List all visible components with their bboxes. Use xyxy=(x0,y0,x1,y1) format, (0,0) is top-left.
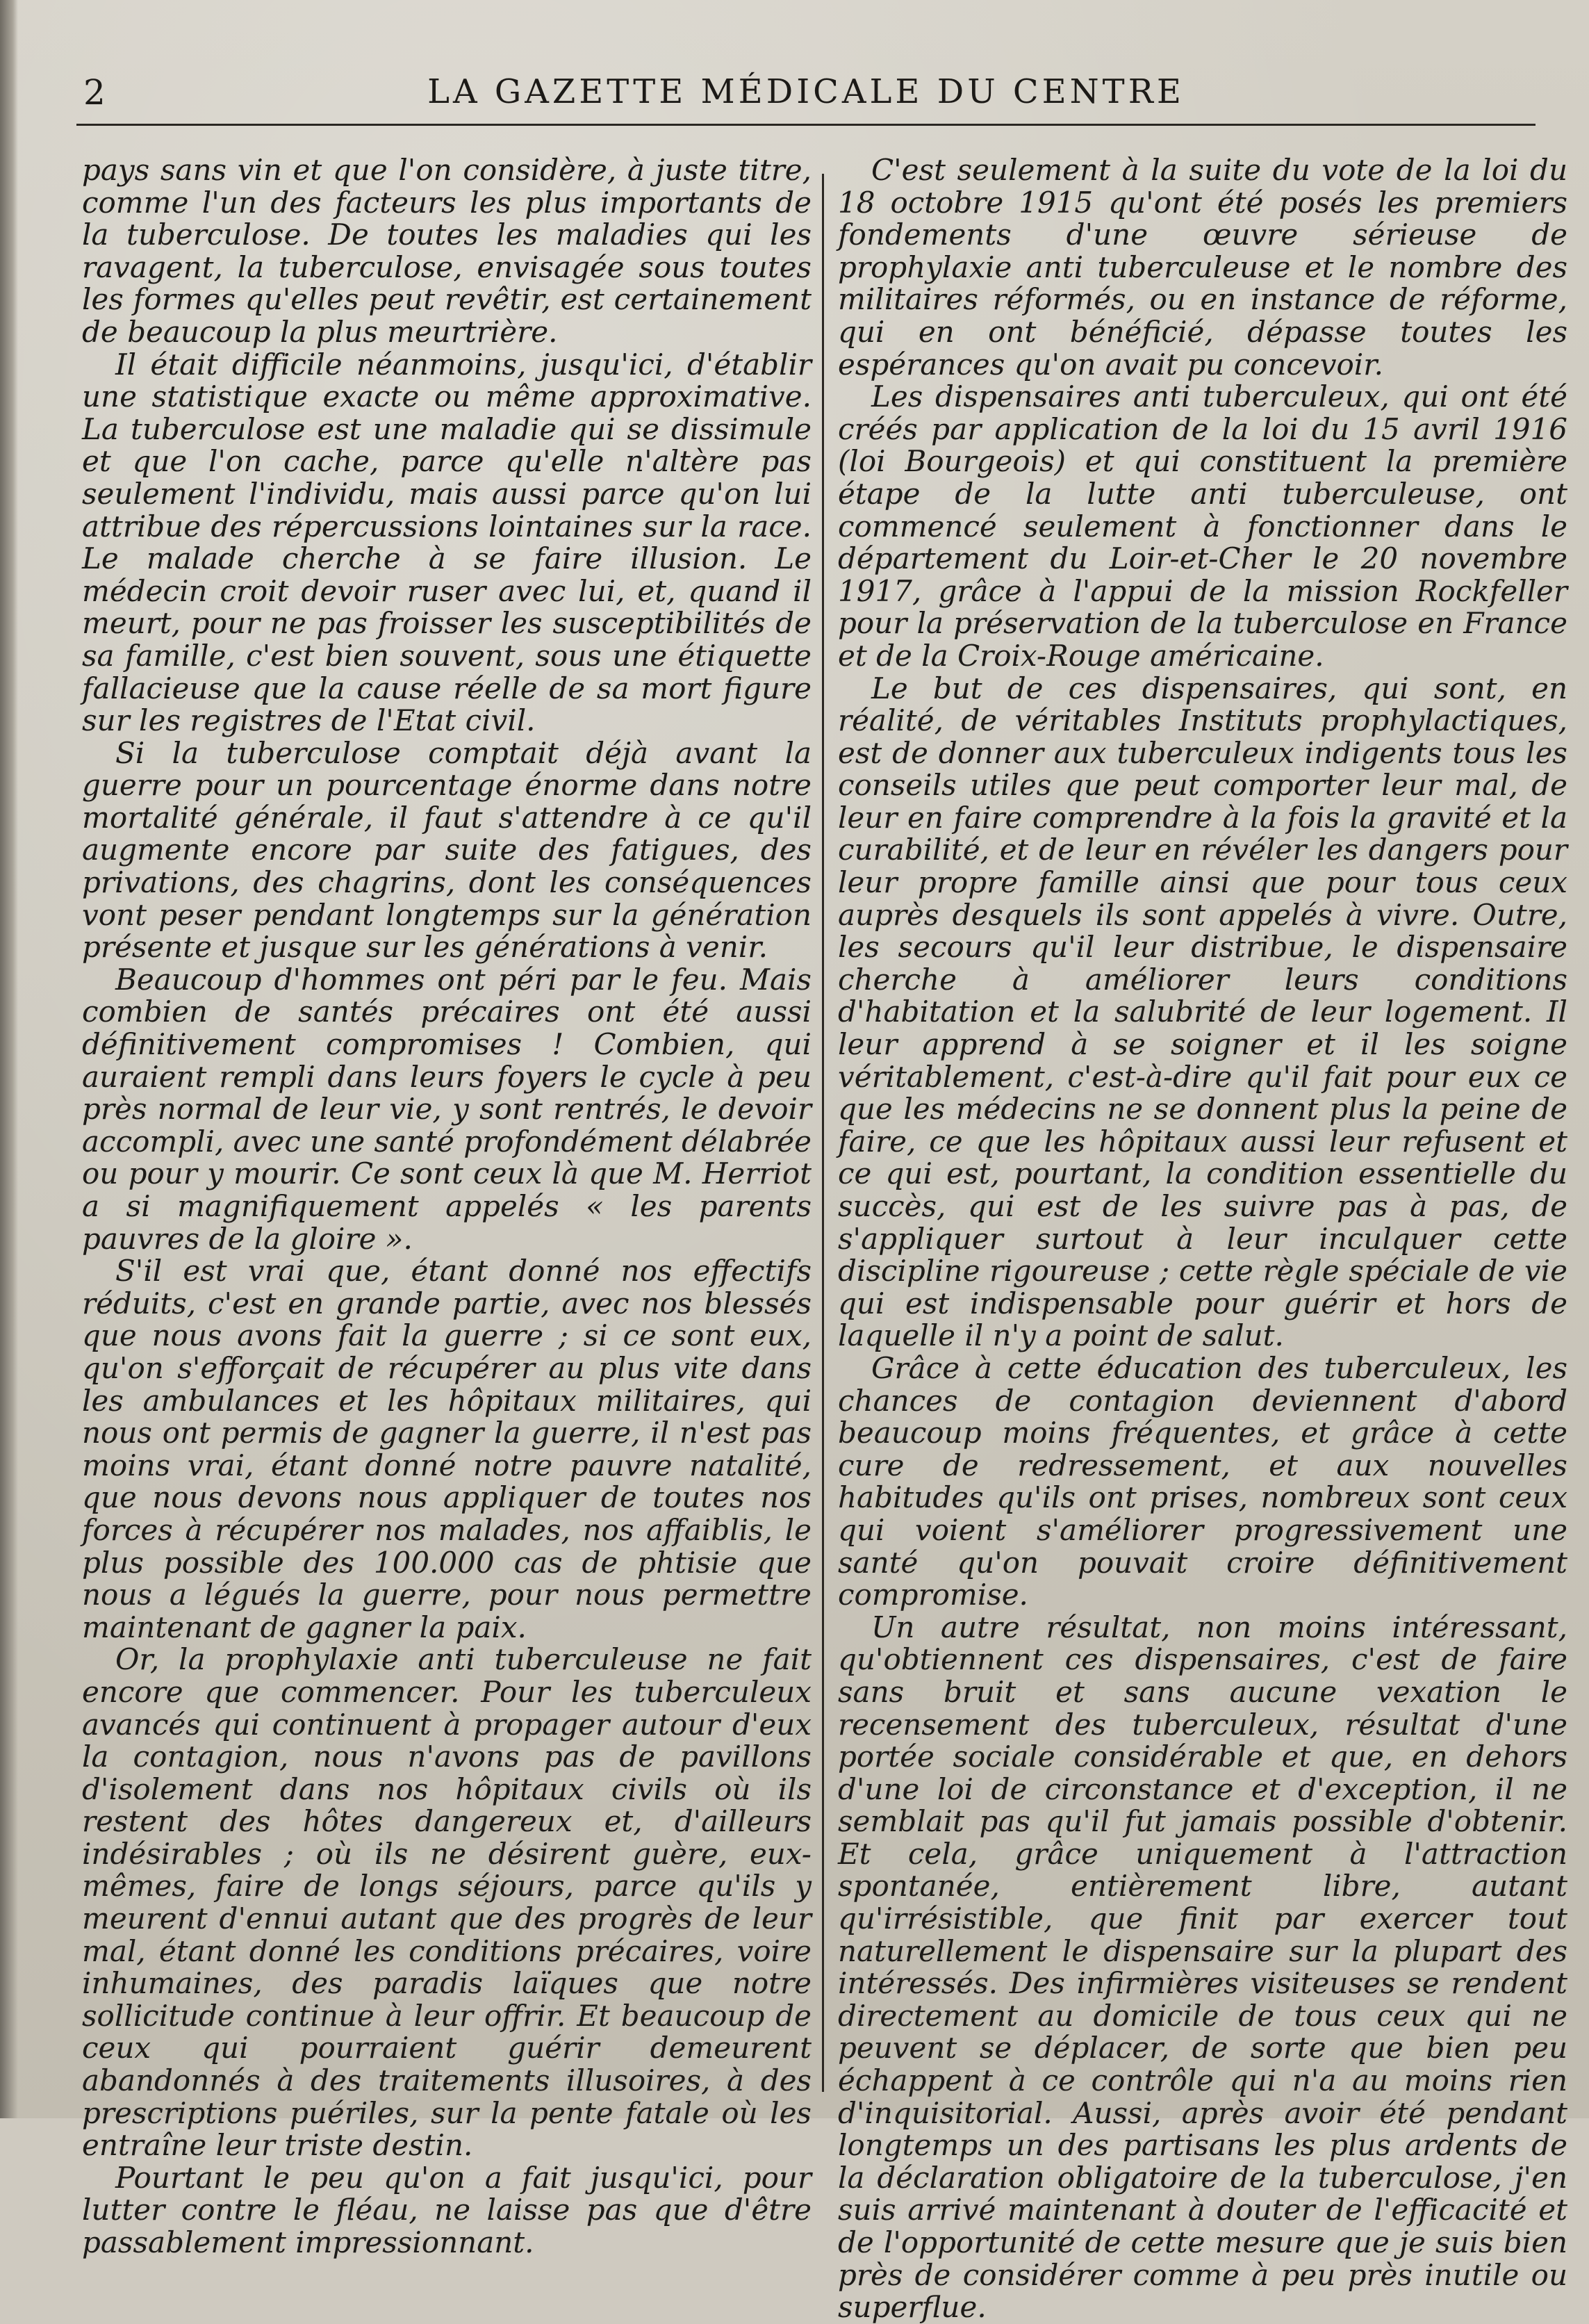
left-paragraph-1: pays sans vin et que l'on considère, à juste titre, comme l'un des facteurs les plus importants de la tuberculose. De toutes les maladies qui les ravagent, la tuberculose, envisagée sous toutes les formes qu'elles peut revêtir, est certainement de beaucoup la plus meurtrière. xyxy=(82,153,812,349)
right-paragraph-5: Un autre résultat, non moins intéressant, qu'obtiennent ces dispensaires, c'est de faire sans bruit et sans aucune vexation le recensement des tuberculeux, résultat d'une portée sociale considérable et que, en dehors d'une loi de circonstance et d'exception, il ne semblait pas qu'il fut jamais possible d'obtenir. Et cela, grâce uniquement à l'attraction spontanée, entièrement libre, autant qu'irrésistible, que finit par exercer tout naturellement le dispensaire sur la plupart des intéressés. Des infirmières visiteuses se rendent directement au domicile de tous ceux qui ne peuvent se déplacer, de sorte que bien peu échappent à ce contrôle qui n'a au moins rien d'inquisitorial. Aussi, après avoir été pendant longtemps un des partisans les plus ardents de la déclaration obligatoire de la tuberculose, j'en suis arrivé maintenant à douter de l'efficacité et de l'opportunité de cette mesure que je suis bien près de considérer comme à peu près inutile ou superflue. xyxy=(838,1610,1567,2324)
left-paragraph-6: Or, la prophylaxie anti tuberculeuse ne fait encore que commencer. Pour les tuberculeux avancés qui continuent à propager autour d'eux la contagion, nous n'avons pas de pavillons d'isolement dans nos hôpitaux civils où ils restent des hôtes dangereux et, d'ailleurs indésirables ; où ils ne désirent guère, eux-mêmes, faire de longs séjours, parce qu'ils y meurent d'ennui autant que des progrès de leur mal, étant donné les conditions précaires, voire inhumaines, des paradis laïques que notre sollicitude continue à leur offrir. Et beaucoup de ceux qui pourraient guérir demeurent abandonnés à des traitements illusoires, à des prescriptions puériles, sur la pente fatale où les entraîne leur triste destin. xyxy=(82,1642,812,2163)
running-title: LA GAZETTE MÉDICALE DU CENTRE xyxy=(427,72,1185,111)
left-paragraph-2: Il était difficile néanmoins, jusqu'ici, d'établir une statistique exacte ou même approximative. La tuberculose est une maladie qui se dissimule et que l'on cache, parce qu'elle n'altère pas seulement l'individu, mais aussi parce qu'on lui attribue des répercussions lointaines sur la race. Le malade cherche à se faire illusion. Le médecin croit devoir ruser avec lui, et, quand il meurt, pour ne pas froisser les susceptibilités de sa famille, c'est bien souvent, sous une étiquette fallacieuse que la cause réelle de sa mort figure sur les registres de l'Etat civil. xyxy=(82,347,812,738)
right-paragraph-3: Le but de ces dispensaires, qui sont, en réalité, de véritables Instituts prophylactiques, est de donner aux tuberculeux indigents tous les conseils utiles que peut comporter leur mal, de leur en faire comprendre à la fois la gravité et la curabilité, et de leur en révéler les dangers pour leur propre famille ainsi que pour tous ceux auprès desquels ils sont appelés à vivre. Outre, les secours qu'il leur distribue, le dispensaire cherche à améliorer leurs conditions d'habitation et la salubrité de leur logement. Il leur apprend à se soigner et il les soigne véritablement, c'est-à-dire qu'il fait pour eux ce que les médecins ne se donnent plus la peine de faire, ce que les hôpitaux aussi leur refusent et ce qui est, pourtant, la condition essentielle du succès, qui est de les suivre pas à pas, de s'appliquer surtout à leur inculquer cette discipline rigoureuse ; cette règle spéciale de vie qui est indispensable pour guérir et hors de laquelle il n'y a point de salut. xyxy=(838,671,1567,1353)
page-edge-shadow xyxy=(0,0,18,2118)
left-column xyxy=(82,154,812,2259)
page-number: 2 xyxy=(83,72,107,113)
left-paragraph-3: Si la tuberculose comptait déjà avant la guerre pour un pourcentage énorme dans notre mortalité générale, il faut s'attendre à ce qu'il augmente encore par suite des fatigues, des privations, des chagrins, dont les conséquences vont peser pendant longtemps sur la génération présente et jusque sur les générations à venir. xyxy=(82,735,812,965)
left-paragraph-7: Pourtant le peu qu'on a fait jusqu'ici, pour lutter contre le fléau, ne laisse pas que d'être passablement impressionnant. xyxy=(82,2160,812,2259)
page-header xyxy=(76,67,1536,122)
right-paragraph-2: Les dispensaires anti tuberculeux, qui ont été créés par application de la loi du 15 avril 1916 (loi Bourgeois) et qui constituent la première étape de la lutte anti tuberculeuse, ont commencé seulement à fonctionner dans le département du Loir-et-Cher le 20 novembre 1917, grâce à l'appui de la mission Rockfeller pour la préservation de la tuberculose en France et de la Croix-Rouge américaine. xyxy=(838,379,1567,673)
right-paragraph-4: Grâce à cette éducation des tuberculeux, les chances de contagion deviennent d'abord beaucoup moins fréquentes, et grâce à cette cure de redressement, et aux nouvelles habitudes qu'ils ont prises, nombreux sont ceux qui voient s'améliorer progressivement une santé qu'on pouvait croire définitivement compromise. xyxy=(838,1350,1567,1612)
column-divider xyxy=(822,174,824,2092)
right-paragraph-1: C'est seulement à la suite du vote de la loi du 18 octobre 1915 qu'ont été posés les premiers fondements d'une œuvre sérieuse de prophylaxie anti tuberculeuse et le nombre des militaires réformés, ou en instance de réforme, qui en ont bénéficié, dépasse toutes les espérances qu'on avait pu concevoir. xyxy=(838,153,1567,382)
header-rule xyxy=(76,124,1536,126)
right-column xyxy=(838,154,1567,2324)
left-paragraph-5: S'il est vrai que, étant donné nos effectifs réduits, c'est en grande partie, avec nos blessés que nous avons fait la guerre ; si ce sont eux, qu'on s'efforçait de récupérer au plus vite dans les ambulances et les hôpitaux militaires, qui nous ont permis de gagner la guerre, il n'est pas moins vrai, étant donné notre pauvre natalité, que nous devons nous appliquer de toutes nos forces à récupérer nos malades, nos affaiblis, le plus possible des 100.000 cas de phtisie que nous a légués la guerre, pour nous permettre maintenant de gagner la paix. xyxy=(82,1254,812,1644)
left-paragraph-4: Beaucoup d'hommes ont péri par le feu. Mais combien de santés précaires ont été aussi définitivement compromises ! Combien, qui auraient rempli dans leurs foyers le cycle à peu près normal de leur vie, y sont rentrés, le devoir accompli, avec une santé profondément délabrée ou pour y mourir. Ce sont ceux là que M. Herriot a si magnifiquement appelés « les parents pauvres de la gloire ». xyxy=(82,962,812,1256)
